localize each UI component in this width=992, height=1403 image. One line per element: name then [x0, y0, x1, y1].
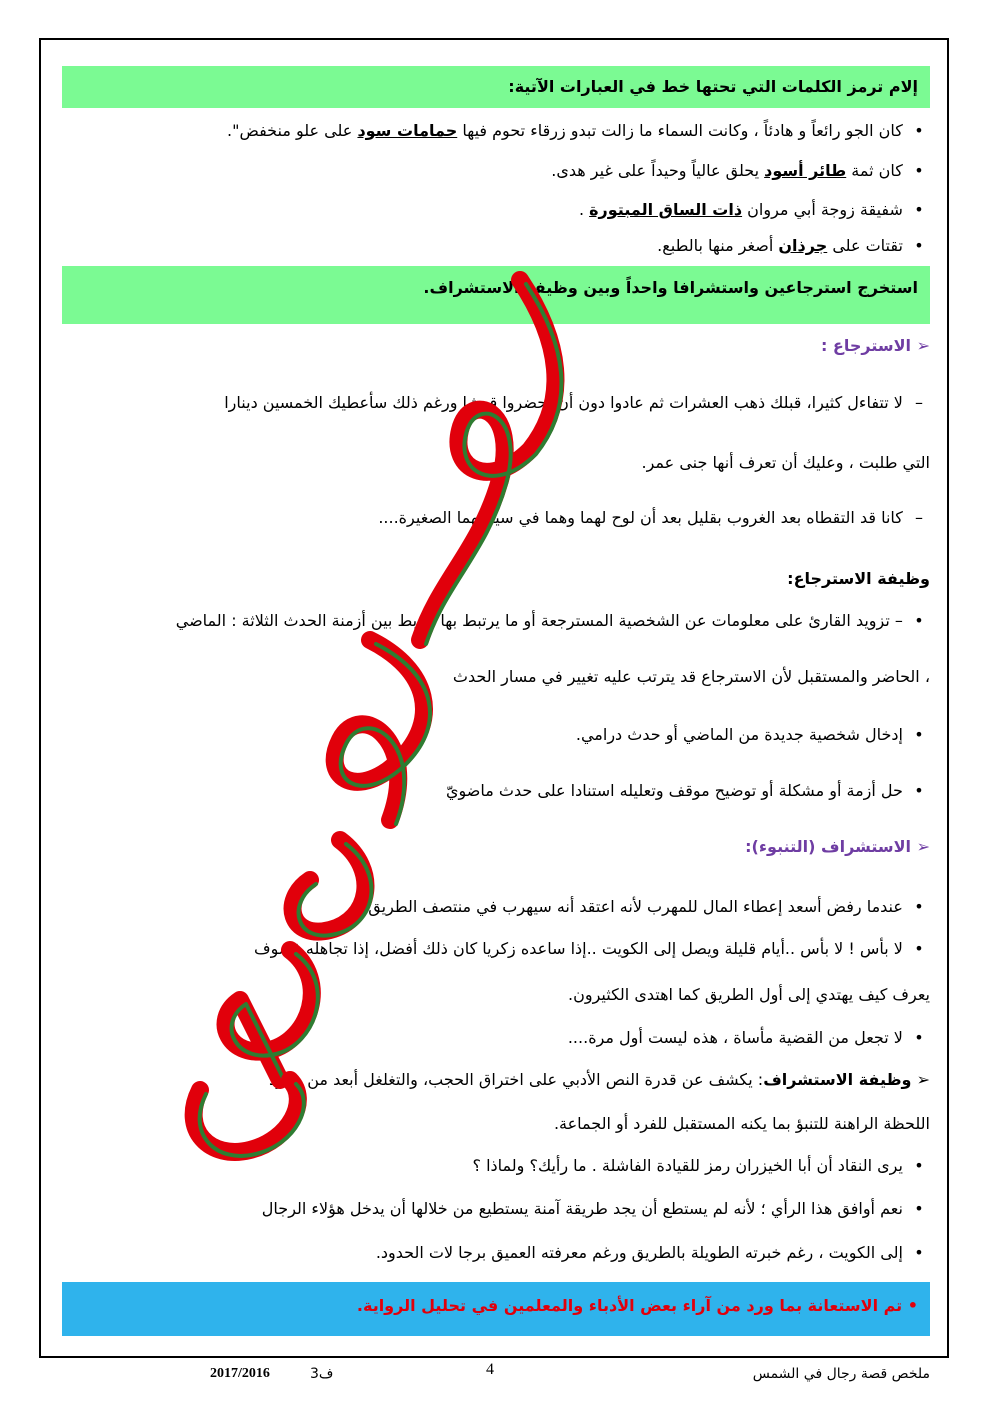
note-band: • تم الاستعانة بما ورد من آراء بعض الأدباء والمعلمين في تحليل الرواية.	[62, 1282, 930, 1336]
list-item: • كان ثمة طائر أسود يحلق عالياً وحيداً على غير هدى.	[551, 161, 924, 180]
flashback-title: ➢ الاسترجاع :	[820, 336, 930, 355]
list-item: • حل أزمة أو مشكلة أو توضيح موقف وتعليله استنادا على حدث ماضويّ	[446, 781, 924, 800]
flashback-quote-1-cont: التي طلبت ، وعليك أن تعرف أنها جنى عمر.	[641, 453, 930, 472]
flashback-quote-2: – كانا قد التقطاه بعد الغروب بقليل بعد أن لوح لهما وهما في سيارتهما الصغيرة....	[378, 508, 923, 527]
footer-class: ف3	[310, 1366, 334, 1382]
list-item: • تقتات على جرذان أصغر منها بالطبع.	[657, 236, 924, 255]
list-item: • لا تجعل من القضية مأساة ، هذه ليست أول مرة....	[567, 1028, 924, 1047]
foreshadow-function-cont: اللحظة الراهنة للتنبؤ بما يكنه المستقبل للفرد أو الجماعة.	[553, 1114, 930, 1133]
foreshadow-function: ➢ وظيفة الاستشراف: يكشف عن قدرة النص الأدبي على اختراق الحجب، والتغلغل أبعد من حدود	[269, 1070, 930, 1089]
list-item: • كان الجو رائعاً و هادئاً ، وكانت السماء ما زالت تبدو زرقاء تحوم فيها حمامات سود على علو منخفض".	[227, 121, 924, 140]
list-item: • إلى الكويت ، رغم خبرته الطويلة بالطريق ورغم معرفته العميق برجا لات الحدود.	[375, 1243, 924, 1262]
footer-year: 2017/2016	[210, 1366, 270, 1381]
flashback-function-title: وظيفة الاسترجاع:	[787, 569, 930, 588]
list-item-cont: يعرف كيف يهتدي إلى أول الطريق كما اهتدى الكثيرون.	[568, 985, 930, 1004]
flashback-quote-1: – لا تتفاءل كثيرا، قبلك ذهب العشرات ثم عادوا دون أن يحضروا قرشا ورغم ذلك سأعطيك الخمسين دينارا	[224, 393, 923, 412]
question-2-heading: استخرج استرجاعين واستشرافا واحداً وبين وظيفة الاستشراف.	[62, 266, 930, 324]
list-item: • لا بأس ! لا بأس ..أيام قليلة ويصل إلى الكويت ..إذا ساعده زكريا كان ذلك أفضل، إذا تجاهله فسوف	[254, 939, 924, 958]
list-item: • إدخال شخصية جديدة من الماضي أو حدث درامي.	[575, 725, 924, 744]
foreshadow-title: ➢ الاستشراف (التنبوء):	[745, 837, 930, 856]
list-item: • نعم أوافق هذا الرأي ؛ لأنه لم يستطع أن يجد طريقة آمنة يستطيع من خلالها أن يدخل هؤلاء الرجال	[261, 1199, 924, 1218]
list-item-cont: ، الحاضر والمستقبل لأن الاسترجاع قد يترتب عليه تغيير في مسار الحدث	[452, 667, 930, 686]
footer-title: ملخص قصة رجال في الشمس	[752, 1366, 930, 1382]
list-item: • عندما رفض أسعد إعطاء المال للمهرب لأنه اعتقد أنه سيهرب في منتصف الطريق.	[363, 897, 924, 916]
list-item: • يرى النقاد أن أبا الخيزران رمز للقيادة الفاشلة . ما رأيك؟ ولماذا ؟	[472, 1156, 924, 1175]
page-number: 4	[486, 1361, 494, 1378]
list-item: • – تزويد القارئ على معلومات عن الشخصية المسترجعة أو ما يرتبط بها الربط بين أزمنة الحدث الثلاثة : الماضي	[175, 611, 924, 630]
document-body	[62, 62, 930, 1337]
list-item: • شفيقة زوجة أبي مروان ذات الساق المبتورة .	[578, 200, 924, 219]
question-1-heading: إلام ترمز الكلمات التي تحتها خط في العبارات الآتية:	[62, 66, 930, 108]
